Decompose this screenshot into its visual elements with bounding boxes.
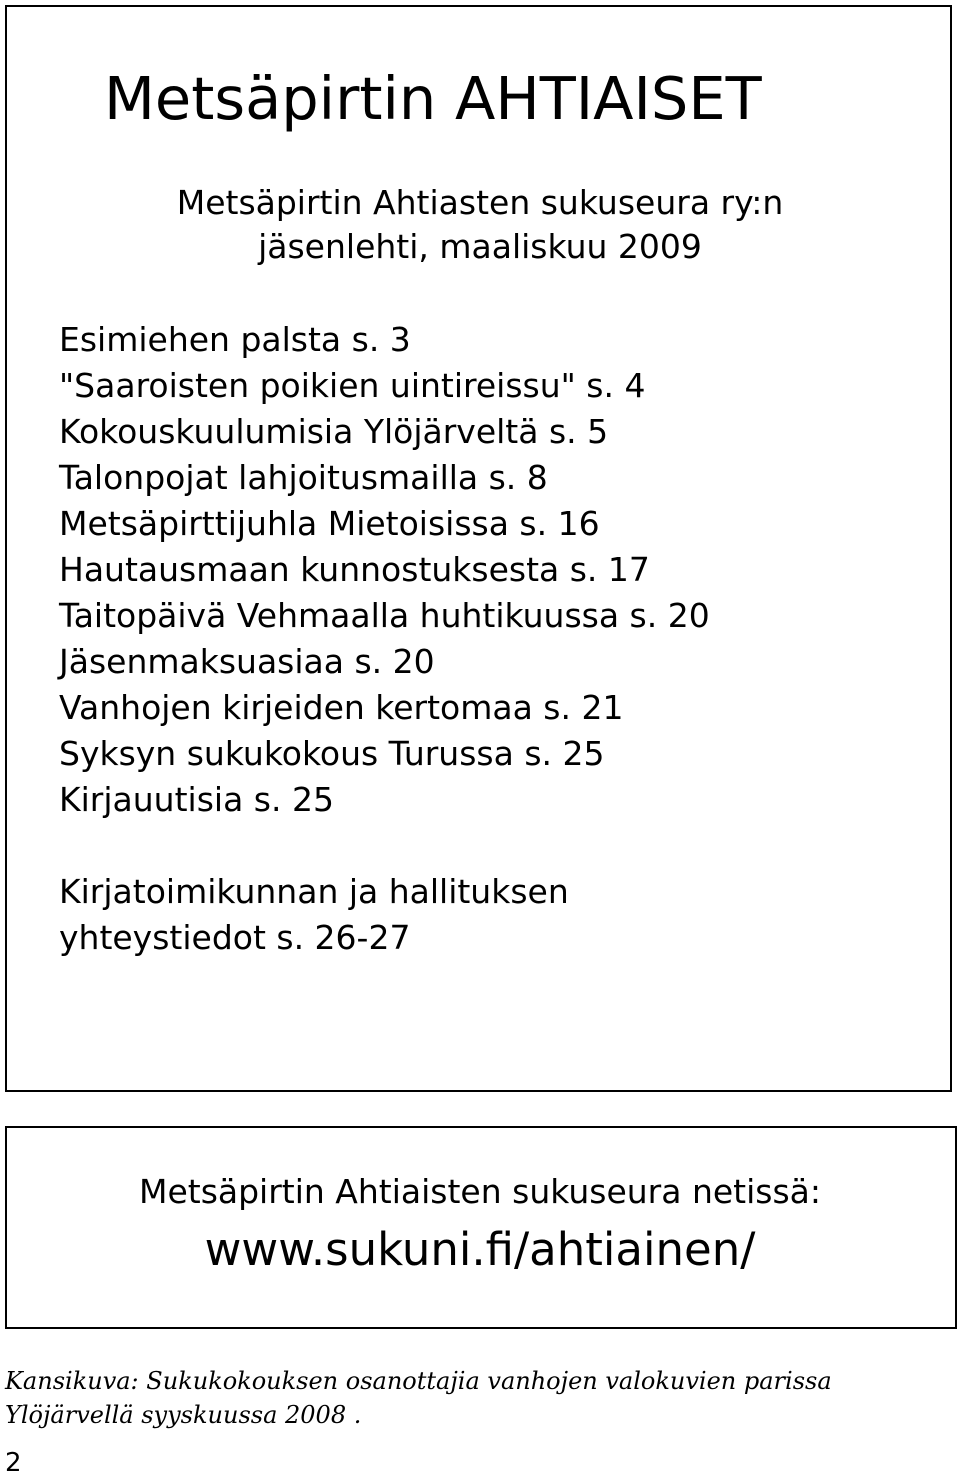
page-title: Metsäpirtin AHTIAISET bbox=[104, 64, 762, 133]
web-url: www.sukuni.fi/ahtiainen/ bbox=[204, 1223, 756, 1276]
contacts-line-1: Kirjatoimikunnan ja hallituksen bbox=[59, 872, 569, 911]
toc-item: Metsäpirttijuhla Mietoisissa s. 16 bbox=[59, 504, 600, 543]
toc-item: Kokouskuulumisia Ylöjärveltä s. 5 bbox=[59, 412, 609, 451]
toc-item: Talonpojat lahjoitusmailla s. 8 bbox=[59, 458, 548, 497]
subtitle-line-2: jäsenlehti, maaliskuu 2009 bbox=[258, 227, 702, 266]
toc-item: Hautausmaan kunnostuksesta s. 17 bbox=[59, 550, 650, 589]
toc-item: Kirjauutisia s. 25 bbox=[59, 780, 334, 819]
contacts-entry bbox=[59, 869, 569, 961]
subtitle-line-1: Metsäpirtin Ahtiasten sukuseura ry:n bbox=[176, 183, 784, 222]
web-label: Metsäpirtin Ahtiaisten sukuseura netissä: bbox=[138, 1172, 821, 1211]
toc-item: "Saaroisten poikien uintireissu" s. 4 bbox=[59, 366, 646, 405]
toc-item: Taitopäivä Vehmaalla huhtikuussa s. 20 bbox=[59, 596, 710, 635]
toc-item: Syksyn sukukokous Turussa s. 25 bbox=[59, 734, 605, 773]
toc-item: Jäsenmaksuasiaa s. 20 bbox=[59, 642, 435, 681]
caption-line-2: Ylöjärvellä syyskuussa 2008 . bbox=[5, 1401, 362, 1429]
toc-item: Esimiehen palsta s. 3 bbox=[59, 320, 411, 359]
subtitle bbox=[0, 181, 960, 269]
table-of-contents bbox=[59, 317, 710, 823]
cover-caption bbox=[5, 1364, 832, 1432]
contacts-line-2: yhteystiedot s. 26-27 bbox=[59, 918, 411, 957]
toc-item: Vanhojen kirjeiden kertomaa s. 21 bbox=[59, 688, 624, 727]
caption-line-1: Kansikuva: Sukukokouksen osanottajia vanhojen valokuvien parissa bbox=[5, 1367, 832, 1395]
page-number: 2 bbox=[5, 1448, 22, 1478]
